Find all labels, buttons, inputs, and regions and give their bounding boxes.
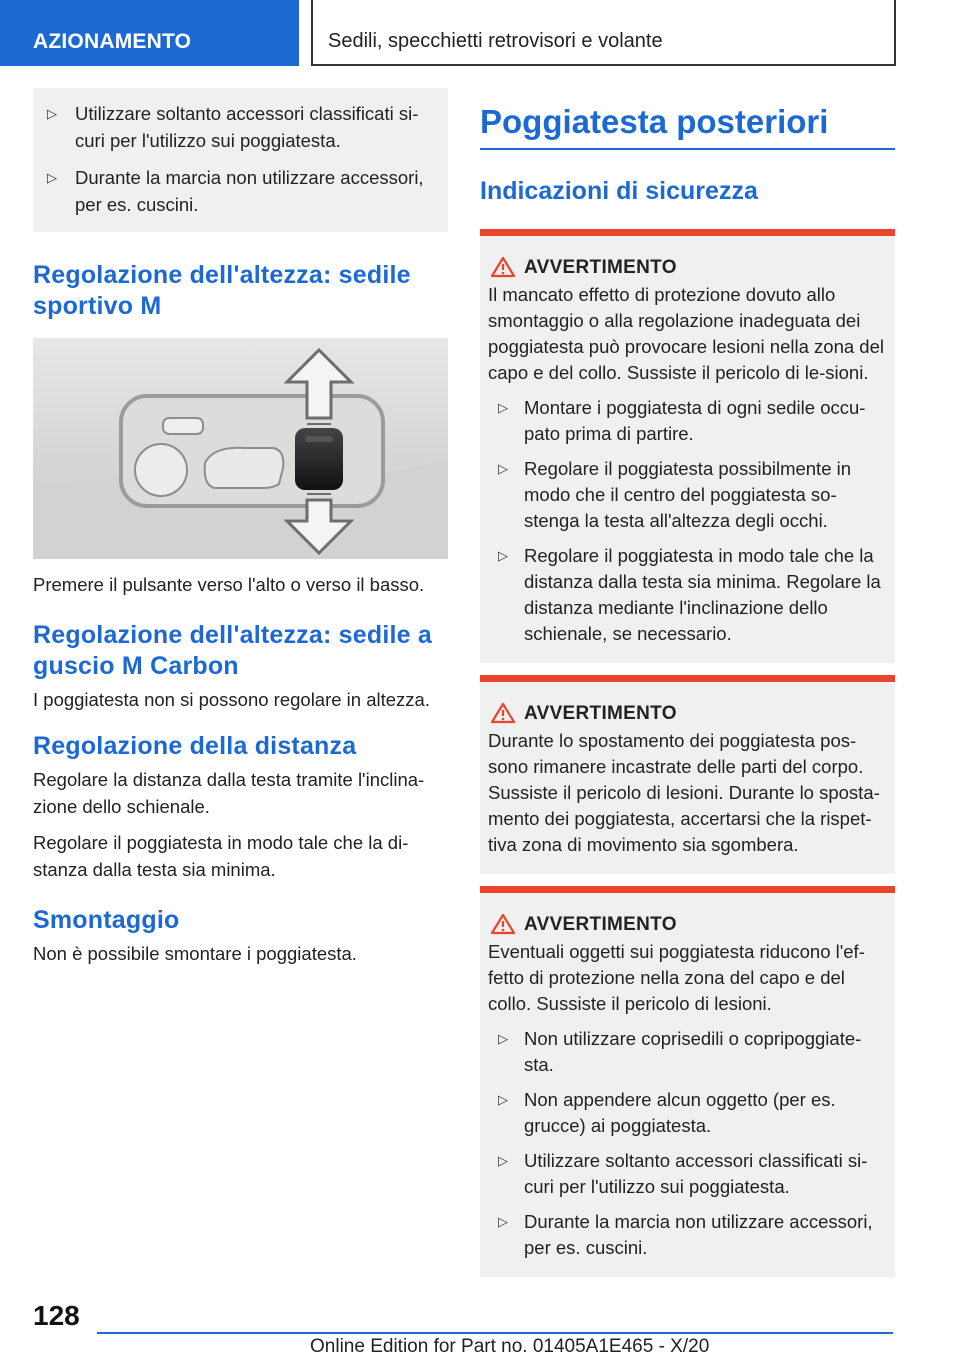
bullet-triangle-icon: ▷ [498,1153,508,1168]
warning-box [480,675,895,874]
bullet-triangle-icon: ▷ [498,461,508,476]
bullet-triangle-icon: ▷ [498,1214,508,1229]
footer-edition: Online Edition for Part no. 01405A1E465 - X/20 [310,1336,710,1357]
warning-triangle-icon [490,913,516,935]
heading-removal: Smontaggio [33,906,180,934]
warning-box [480,229,895,663]
right-column [480,100,895,1277]
warning-title: AVVERTIMENTO [488,911,887,939]
list-item: ▷ Regolare il poggiatesta in modo tale che la distanza dalla testa sia minima. Regolare la distanza mediante l'inclinazione dello schienale, se necessario. [498,545,881,644]
warning-title: AVVERTIMENTO [488,700,887,728]
warning-box [480,886,895,1277]
list-item: ▷ Non appendere alcun oggetto (per es. grucce) ai poggiatesta. [498,1089,836,1136]
warning-title: AVVERTIMENTO [488,254,887,282]
paragraph-carbon: I poggiatesta non si possono regolare in altezza. [33,689,430,710]
page-header [0,0,960,66]
bullet-triangle-icon: ▷ [47,106,57,121]
image-caption: Premere il pulsante verso l'alto o verso il basso. [33,574,425,595]
seat-control-illustration [33,338,448,559]
list-item: ▷ Non utilizzare coprisedili o copripoggiate-sta. [498,1028,862,1075]
paragraph-distance-2: Regolare il poggiatesta in modo tale che la di-stanza dalla testa sia minima. [33,832,409,880]
list-item: ▷ Utilizzare soltanto accessori classificati si-curi per l'utilizzo sui poggiatesta. [498,1150,868,1197]
page-number: 128 [33,1300,80,1331]
bullet-triangle-icon: ▷ [47,170,57,185]
bullet-triangle-icon: ▷ [498,400,508,415]
subsection-title: Indicazioni di sicurezza [480,177,758,205]
top-bullets-box [33,88,448,232]
paragraph-removal: Non è possibile smontare i poggiatesta. [33,943,357,964]
warning-text: Eventuali oggetti sui poggiatesta riducono l'ef-fetto di protezione nella zona del capo e del collo. Sussiste il pericolo di lesioni. [488,941,865,1014]
heading-distance: Regolazione della distanza [33,732,357,760]
warning-text: Il mancato effetto di protezione dovuto allo smontaggio o alla regolazione inadeguata dei poggiatesta può provocare lesioni nella zona del capo e del collo. Sussiste il pericolo di le-sioni. [488,284,884,383]
chapter-title: Sedili, specchietti retrovisori e volante [311,0,896,66]
list-item: ▷ Montare i poggiatesta di ogni sedile occu-pato prima di partire. [498,397,866,444]
list-item: ▷ Regolare il poggiatesta possibilmente in modo che il centro del poggiatesta so-stenga la testa all'altezza degli occhi. [498,458,852,531]
section-title: Poggiatesta posteriori [480,100,895,150]
footer-divider [97,1332,893,1334]
bullet-triangle-icon: ▷ [498,1031,508,1046]
heading-carbon-seat: Regolazione dell'altezza: sedile a guscio M Carbon [33,621,432,680]
left-column [33,88,448,967]
list-item: ▷ Durante la marcia non utilizzare accessori, per es. cuscini. [498,1211,873,1258]
seat-control-image [33,338,448,559]
bullet-triangle-icon: ▷ [498,548,508,563]
warning-triangle-icon [490,702,516,724]
list-item: ▷ Durante la marcia non utilizzare accessori, per es. cuscini. [47,164,436,218]
list-item: ▷ Utilizzare soltanto accessori classificati si-curi per l'utilizzo sui poggiatesta. [47,100,436,154]
warning-triangle-icon [490,256,516,278]
bullet-triangle-icon: ▷ [498,1092,508,1107]
section-tab[interactable]: AZIONAMENTO [0,0,299,66]
heading-sport-seat: Regolazione dell'altezza: sedile sportivo M [33,261,411,320]
warning-text: Durante lo spostamento dei poggiatesta pos-sono rimanere incastrate delle parti del corpo. Sussiste il pericolo di lesioni. Durante lo sposta-mento dei poggiatesta, accertarsi che la rispet-tiva zona di movimento sia sgombera. [488,730,880,855]
paragraph-distance-1: Regolare la distanza dalla testa tramite l'inclina-zione dello schienale. [33,769,425,817]
